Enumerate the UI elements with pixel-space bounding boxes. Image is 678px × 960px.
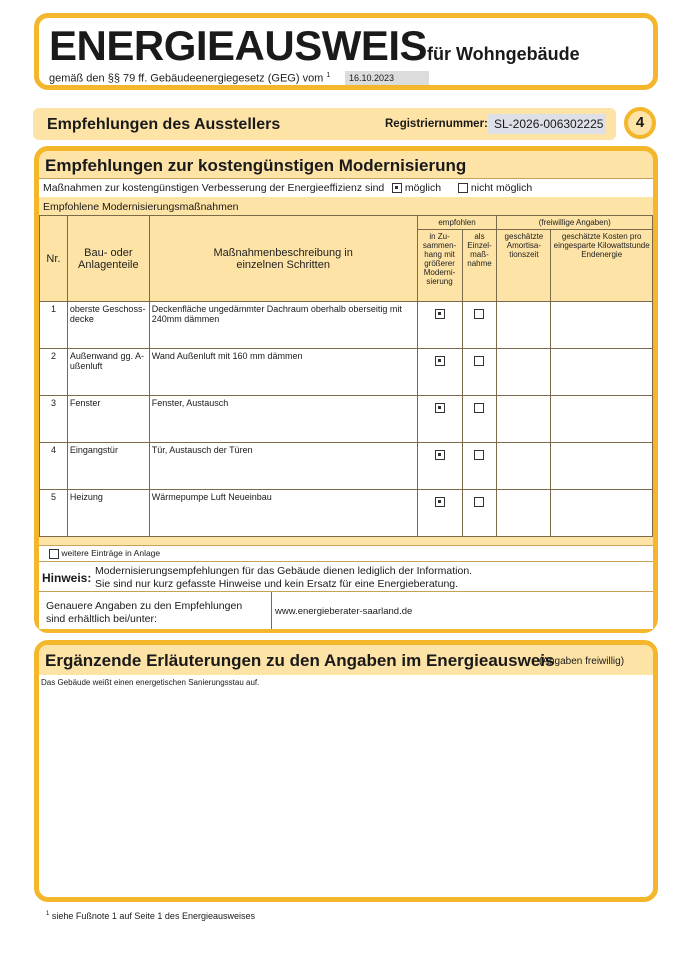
hint-line-1: Modernisierungsempfehlungen für das Gebäude dienen lediglich der Information.	[95, 565, 473, 577]
row-costs[interactable]	[551, 349, 653, 396]
row-single-cell[interactable]	[462, 490, 497, 537]
checkbox-in-context[interactable]	[435, 450, 445, 460]
table-row	[40, 443, 653, 490]
table-row	[40, 490, 653, 537]
row-in-context-cell[interactable]	[417, 349, 462, 396]
row-component[interactable]: Fenster	[67, 396, 149, 443]
col-group-recommended: empfohlen	[417, 216, 497, 230]
row-component[interactable]: Eingangstür	[67, 443, 149, 490]
checkbox-single[interactable]	[474, 450, 484, 460]
row-amortization[interactable]	[497, 349, 551, 396]
option-not-possible-label: nicht möglich	[470, 182, 533, 194]
table-row	[40, 396, 653, 443]
row-single-cell[interactable]	[462, 443, 497, 490]
row-single-cell[interactable]	[462, 349, 497, 396]
details-value[interactable]: www.energieberater-saarland.de	[275, 606, 413, 617]
registration-number-field[interactable]: SL-2026-006302225	[488, 114, 606, 134]
row-in-context-cell[interactable]	[417, 302, 462, 349]
measures-statement-row	[39, 178, 653, 197]
col-description: Maßnahmenbeschreibung in einzelnen Schritten	[149, 216, 417, 302]
row-in-context-cell[interactable]	[417, 490, 462, 537]
col-single: als Einzel-maß-nahme	[462, 230, 497, 302]
option-possible-label: möglich	[404, 182, 442, 194]
footnote-ref: 1	[326, 72, 331, 79]
row-nr[interactable]: 4	[40, 443, 68, 490]
row-single-cell[interactable]	[462, 302, 497, 349]
col-component: Bau- oder Anlagenteile	[67, 216, 149, 302]
col-costs: geschätzte Kosten pro eingesparte Kilowattstunde Endenergie	[551, 230, 653, 302]
row-component[interactable]: Außenwand gg. A-ußenluft	[67, 349, 149, 396]
hint-label: Hinweis:	[42, 571, 92, 585]
date-field[interactable]: 16.10.2023	[345, 71, 429, 85]
checkbox-in-context[interactable]	[435, 403, 445, 413]
erlaeuterungen-section	[34, 640, 658, 902]
option-possible[interactable]	[392, 182, 441, 194]
row-in-context-cell[interactable]	[417, 396, 462, 443]
row-costs[interactable]	[551, 396, 653, 443]
row-amortization[interactable]	[497, 443, 551, 490]
measures-statement: Maßnahmen zur kostengünstigen Verbesserung der Energieeffizienz sind	[43, 182, 385, 194]
details-label-1: Genauere Angaben zu den Empfehlungen	[46, 600, 243, 612]
row-description[interactable]: Fenster, Austausch	[149, 396, 417, 443]
footnote-text: siehe Fußnote 1 auf Seite 1 des Energieausweises	[51, 911, 255, 921]
checkbox-in-context[interactable]	[435, 497, 445, 507]
row-in-context-cell[interactable]	[417, 443, 462, 490]
checkbox-not-possible[interactable]	[458, 183, 468, 193]
modernisierung-section	[34, 146, 658, 633]
section-title: Empfehlungen zur kostengünstigen Modernisierung	[45, 156, 467, 175]
header-box	[34, 13, 658, 90]
more-entries-label: weitere Einträge in Anlage	[61, 548, 161, 558]
row-costs[interactable]	[551, 302, 653, 349]
legal-basis-text: gemäß den §§ 79 ff. Gebäudeenergiegesetz (GEG) vom	[49, 72, 324, 85]
footnote-number: 1	[46, 911, 50, 917]
registration-label: Registriernummer:	[385, 118, 488, 130]
erlaeuterungen-title: Ergänzende Erläuterungen zu den Angaben im Energieausweis	[45, 651, 555, 670]
aussteller-bar	[33, 108, 616, 140]
checkbox-single[interactable]	[474, 497, 484, 507]
row-description[interactable]: Wand Außenluft mit 160 mm dämmen	[149, 349, 417, 396]
col-amortization: geschätzte Amortisa-tionszeit	[497, 230, 551, 302]
row-description[interactable]: Deckenfläche ungedämmter Dachraum oberhalb oberseitig mit 240mm dämmen	[149, 302, 417, 349]
row-nr[interactable]: 5	[40, 490, 68, 537]
col-group-voluntary: (freiwillige Angaben)	[497, 216, 653, 230]
row-component[interactable]: oberste Geschoss-decke	[67, 302, 149, 349]
aussteller-title: Empfehlungen des Ausstellers	[47, 116, 281, 133]
hint-line-2: Sie sind nur kurz gefasste Hinweise und kein Ersatz für eine Energieberatung.	[95, 578, 459, 590]
hint-row	[39, 561, 653, 592]
row-amortization[interactable]	[497, 490, 551, 537]
footnote	[46, 911, 255, 921]
recommended-heading: Empfohlene Modernisierungsmaßnahmen	[43, 201, 239, 213]
col-in-context: in Zu-sammen-hang mit größerer Moderni-sierung	[417, 230, 462, 302]
col-nr: Nr.	[40, 216, 68, 302]
table-row	[40, 302, 653, 349]
row-component[interactable]: Heizung	[67, 490, 149, 537]
details-divider	[271, 592, 272, 629]
more-entries-row	[39, 545, 653, 562]
row-description[interactable]: Tür, Austausch der Türen	[149, 443, 417, 490]
checkbox-in-context[interactable]	[435, 356, 445, 366]
checkbox-in-context[interactable]	[435, 309, 445, 319]
document-subtitle: für Wohngebäude	[427, 44, 580, 64]
details-label-2: sind erhältlich bei/unter:	[46, 613, 157, 625]
document-title: ENERGIEAUSWEIS	[49, 22, 428, 69]
checkbox-single[interactable]	[474, 356, 484, 366]
erlaeuterungen-text[interactable]: Das Gebäude weißt einen energetischen Sanierungsstau auf.	[41, 678, 260, 687]
checkbox-single[interactable]	[474, 309, 484, 319]
row-single-cell[interactable]	[462, 396, 497, 443]
row-nr[interactable]: 3	[40, 396, 68, 443]
row-costs[interactable]	[551, 443, 653, 490]
row-nr[interactable]: 1	[40, 302, 68, 349]
row-amortization[interactable]	[497, 302, 551, 349]
erlaeuterungen-header	[39, 645, 653, 675]
table-row	[40, 349, 653, 396]
option-not-possible[interactable]	[458, 182, 532, 194]
row-nr[interactable]: 2	[40, 349, 68, 396]
checkbox-possible[interactable]	[392, 183, 402, 193]
checkbox-more-entries[interactable]	[49, 549, 59, 559]
erlaeuterungen-note: (Angaben freiwillig)	[539, 656, 625, 667]
page-number-badge: 4	[624, 107, 656, 139]
row-costs[interactable]	[551, 490, 653, 537]
measures-table	[39, 215, 653, 537]
row-description[interactable]: Wärmepumpe Luft Neueinbau	[149, 490, 417, 537]
legal-basis	[49, 72, 330, 85]
details-row	[39, 591, 653, 629]
row-amortization[interactable]	[497, 396, 551, 443]
checkbox-single[interactable]	[474, 403, 484, 413]
